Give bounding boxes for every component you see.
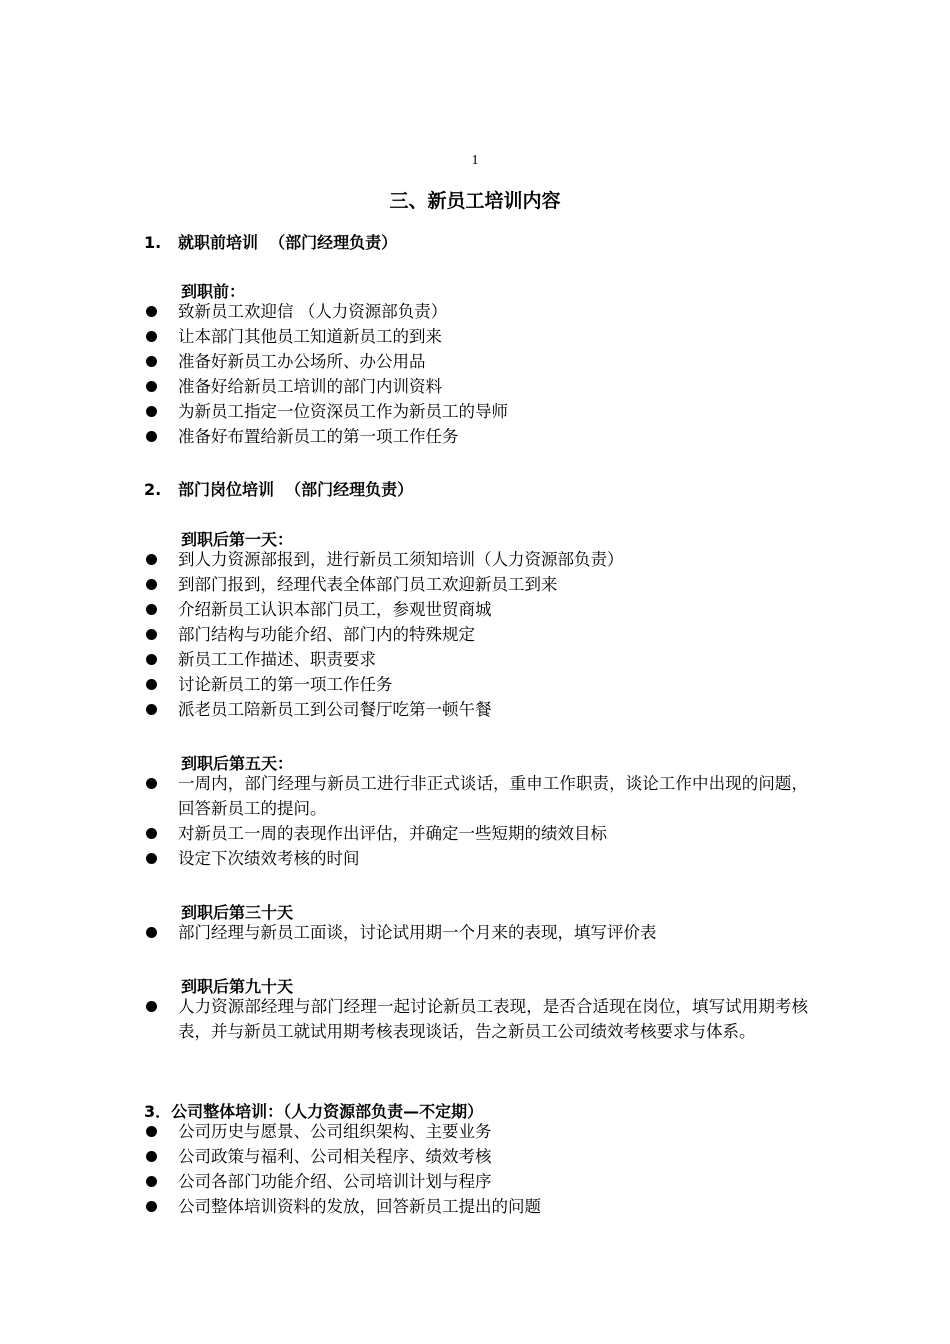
bullet-icon: [146, 579, 157, 590]
day-1-subheading: 到职后第一天：: [181, 530, 294, 549]
bullet-icon: [146, 704, 157, 715]
list-item: 对新员工一周的表现作出评估，并确定一些短期的绩效目标: [144, 821, 808, 846]
list-item: 为新员工指定一位资深员工作为新员工的导师: [144, 399, 808, 424]
bullet-icon: [146, 1126, 157, 1137]
list-item: 到部门报到，经理代表全体部门员工欢迎新员工到来: [144, 572, 808, 597]
section-1-subheading: 到职前：: [181, 282, 246, 301]
list-item: 准备好给新员工培训的部门内训资料: [144, 374, 808, 399]
bullet-icon: [146, 654, 157, 665]
section-2-number: 2.: [144, 480, 162, 499]
bullet-icon: [146, 927, 157, 938]
list-item: 公司整体培训资料的发放，回答新员工提出的问题: [144, 1194, 808, 1219]
day-90-list: [144, 994, 808, 1044]
bullet-icon: [146, 1201, 157, 1212]
bullet-icon: [146, 778, 157, 789]
bullet-icon: [146, 331, 157, 342]
section-3-heading: 3．公司整体培训：（人力资源部负责—不定期）: [144, 1102, 484, 1121]
list-item: 人力资源部经理与部门经理一起讨论新员工表现，是否合适现在岗位，填写试用期考核表，并与新员工就试用期考核表现谈话，告之新员工公司绩效考核要求与体系。: [144, 994, 808, 1044]
section-1-heading: [144, 230, 397, 253]
bullet-icon: [146, 828, 157, 839]
list-item: 部门结构与功能介绍、部门内的特殊规定: [144, 622, 808, 647]
section-1-list: [144, 299, 808, 449]
list-item: 公司历史与愿景、公司组织架构、主要业务: [144, 1119, 808, 1144]
section-2-heading: [144, 477, 413, 500]
day-90-subheading: 到职后第九十天: [181, 977, 294, 996]
section-1-number: 1.: [144, 233, 162, 252]
bullet-icon: [146, 431, 157, 442]
bullet-icon: [146, 306, 157, 317]
day-30-list: [144, 920, 808, 945]
page-number: 1: [471, 153, 479, 168]
bullet-icon: [146, 604, 157, 615]
day-5-subheading: 到职后第五天：: [181, 754, 294, 773]
list-item: 让本部门其他员工知道新员工的到来: [144, 324, 808, 349]
list-item: 一周内，部门经理与新员工进行非正式谈话，重申工作职责，谈论工作中出现的问题，回答新员工的提问。: [144, 771, 808, 821]
day-5-list: [144, 771, 808, 871]
section-1-title: 就职前培训 （部门经理负责）: [178, 233, 398, 252]
list-item: 公司政策与福利、公司相关程序、绩效考核: [144, 1144, 808, 1169]
list-item: 派老员工陪新员工到公司餐厅吃第一顿午餐: [144, 697, 808, 722]
list-item: 讨论新员工的第一项工作任务: [144, 672, 808, 697]
section-3-list: [144, 1119, 808, 1219]
bullet-icon: [146, 853, 157, 864]
day-30-subheading: 到职后第三十天: [181, 903, 294, 922]
list-item: 准备好布置给新员工的第一项工作任务: [144, 424, 808, 449]
bullet-icon: [146, 554, 157, 565]
bullet-icon: [146, 381, 157, 392]
bullet-icon: [146, 356, 157, 367]
document-title: 三、新员工培训内容: [389, 190, 561, 212]
bullet-icon: [146, 1151, 157, 1162]
bullet-icon: [146, 1176, 157, 1187]
list-item: 致新员工欢迎信 （人力资源部负责）: [144, 299, 808, 324]
bullet-icon: [146, 1001, 157, 1012]
list-item: 介绍新员工认识本部门员工，参观世贸商城: [144, 597, 808, 622]
list-item: 到人力资源部报到，进行新员工须知培训（人力资源部负责）: [144, 547, 808, 572]
section-2-title: 部门岗位培训 （部门经理负责）: [178, 480, 414, 499]
list-item: 部门经理与新员工面谈，讨论试用期一个月来的表现，填写评价表: [144, 920, 808, 945]
list-item: 设定下次绩效考核的时间: [144, 846, 808, 871]
bullet-icon: [146, 679, 157, 690]
list-item: 准备好新员工办公场所、办公用品: [144, 349, 808, 374]
bullet-icon: [146, 629, 157, 640]
day-1-list: [144, 547, 808, 722]
list-item: 公司各部门功能介绍、公司培训计划与程序: [144, 1169, 808, 1194]
bullet-icon: [146, 406, 157, 417]
list-item: 新员工工作描述、职责要求: [144, 647, 808, 672]
